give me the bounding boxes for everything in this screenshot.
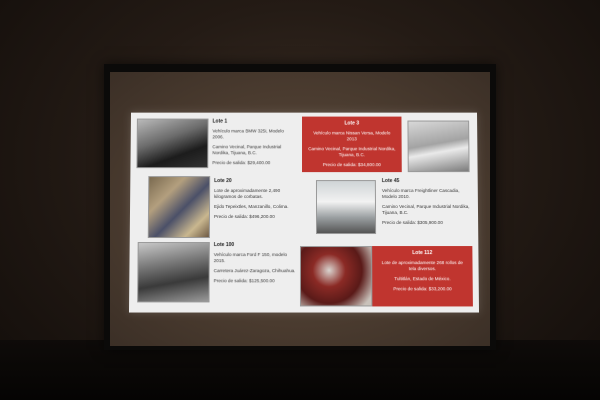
lot-20-location: Ejido Tepeixtles, Manzanillo, Colima.: [214, 204, 289, 210]
lot-3-location: Camino Vecinal, Parque Industrial Nordika, Tijuana, B.C.: [308, 146, 396, 158]
lot-45-location: Camino Vecinal, Parque Industrial Nordika, Tijuana, B.C.: [381, 204, 470, 215]
screen-surface: [110, 72, 490, 346]
lot-112-location: Tultitlán, Estado de México.: [394, 276, 451, 282]
lot-45-text: [382, 178, 472, 230]
lot-45-desc: Vehículo marca Freightliner Cascadia, Modelo 2010.: [381, 188, 460, 200]
lot-45-photo: [316, 180, 376, 234]
lot-45-price: Precio de salida: $305,900.00: [382, 219, 443, 226]
lot-3-price: Precio de salida: $34,800.00: [322, 162, 381, 168]
lot-3-desc: Vehículo marca Nissan Versa, Modelo 2013: [313, 130, 391, 142]
lot-20-desc: Lote de aproximadamente 2,490 kilogramos de corbatas.: [214, 188, 281, 200]
lot-20-title: Lote 20: [214, 178, 232, 185]
projection-screen: [104, 64, 496, 350]
lot-100-text: [214, 242, 298, 288]
lot-100-price: Precio de salida: $125,500.00: [213, 278, 275, 284]
lot-3-title: Lote 3: [344, 120, 360, 127]
lot-112-photo: [300, 246, 372, 306]
lot-1-price: Precio de salida: $29,400.00: [212, 160, 271, 166]
lot-20-price: Precio de salida: $496,200.00: [213, 213, 275, 219]
lot-100-location: Carretera Juárez-Zaragoza, Chihuahua.: [213, 268, 296, 274]
lot-100-photo: [137, 242, 210, 302]
lot-112-desc: Lote de aproximadamente 268 rollos de tela diversos.: [381, 260, 463, 272]
lot-100-title: Lote 100: [213, 242, 235, 249]
lot-112-box: [372, 246, 473, 306]
auction-slide: [129, 113, 479, 313]
lot-1-location: Camino Vecinal, Parque Industrial Nordika, Tijuana, B.C.: [212, 144, 282, 156]
lot-20-photo: [148, 176, 210, 238]
lot-3-text: [308, 121, 396, 173]
lot-3-photo: [407, 121, 469, 173]
lot-112-text: [378, 250, 467, 296]
lot-1-title: Lote 1: [212, 118, 228, 125]
lot-112-title: Lote 112: [412, 250, 433, 257]
lot-45-title: Lote 45: [381, 178, 400, 185]
lot-20-text: [214, 178, 298, 224]
lot-3-box: [302, 117, 402, 173]
lot-1-desc: Vehículo marca BMW 325i, Modelo 2006.: [212, 128, 284, 140]
lot-1-text: [212, 119, 292, 171]
lot-100-desc: Vehículo marca Ford F 150, modelo 2015.: [213, 252, 287, 264]
lot-1-photo: [136, 119, 208, 169]
lot-112-price: Precio de salida: $33,200.00: [393, 286, 452, 292]
